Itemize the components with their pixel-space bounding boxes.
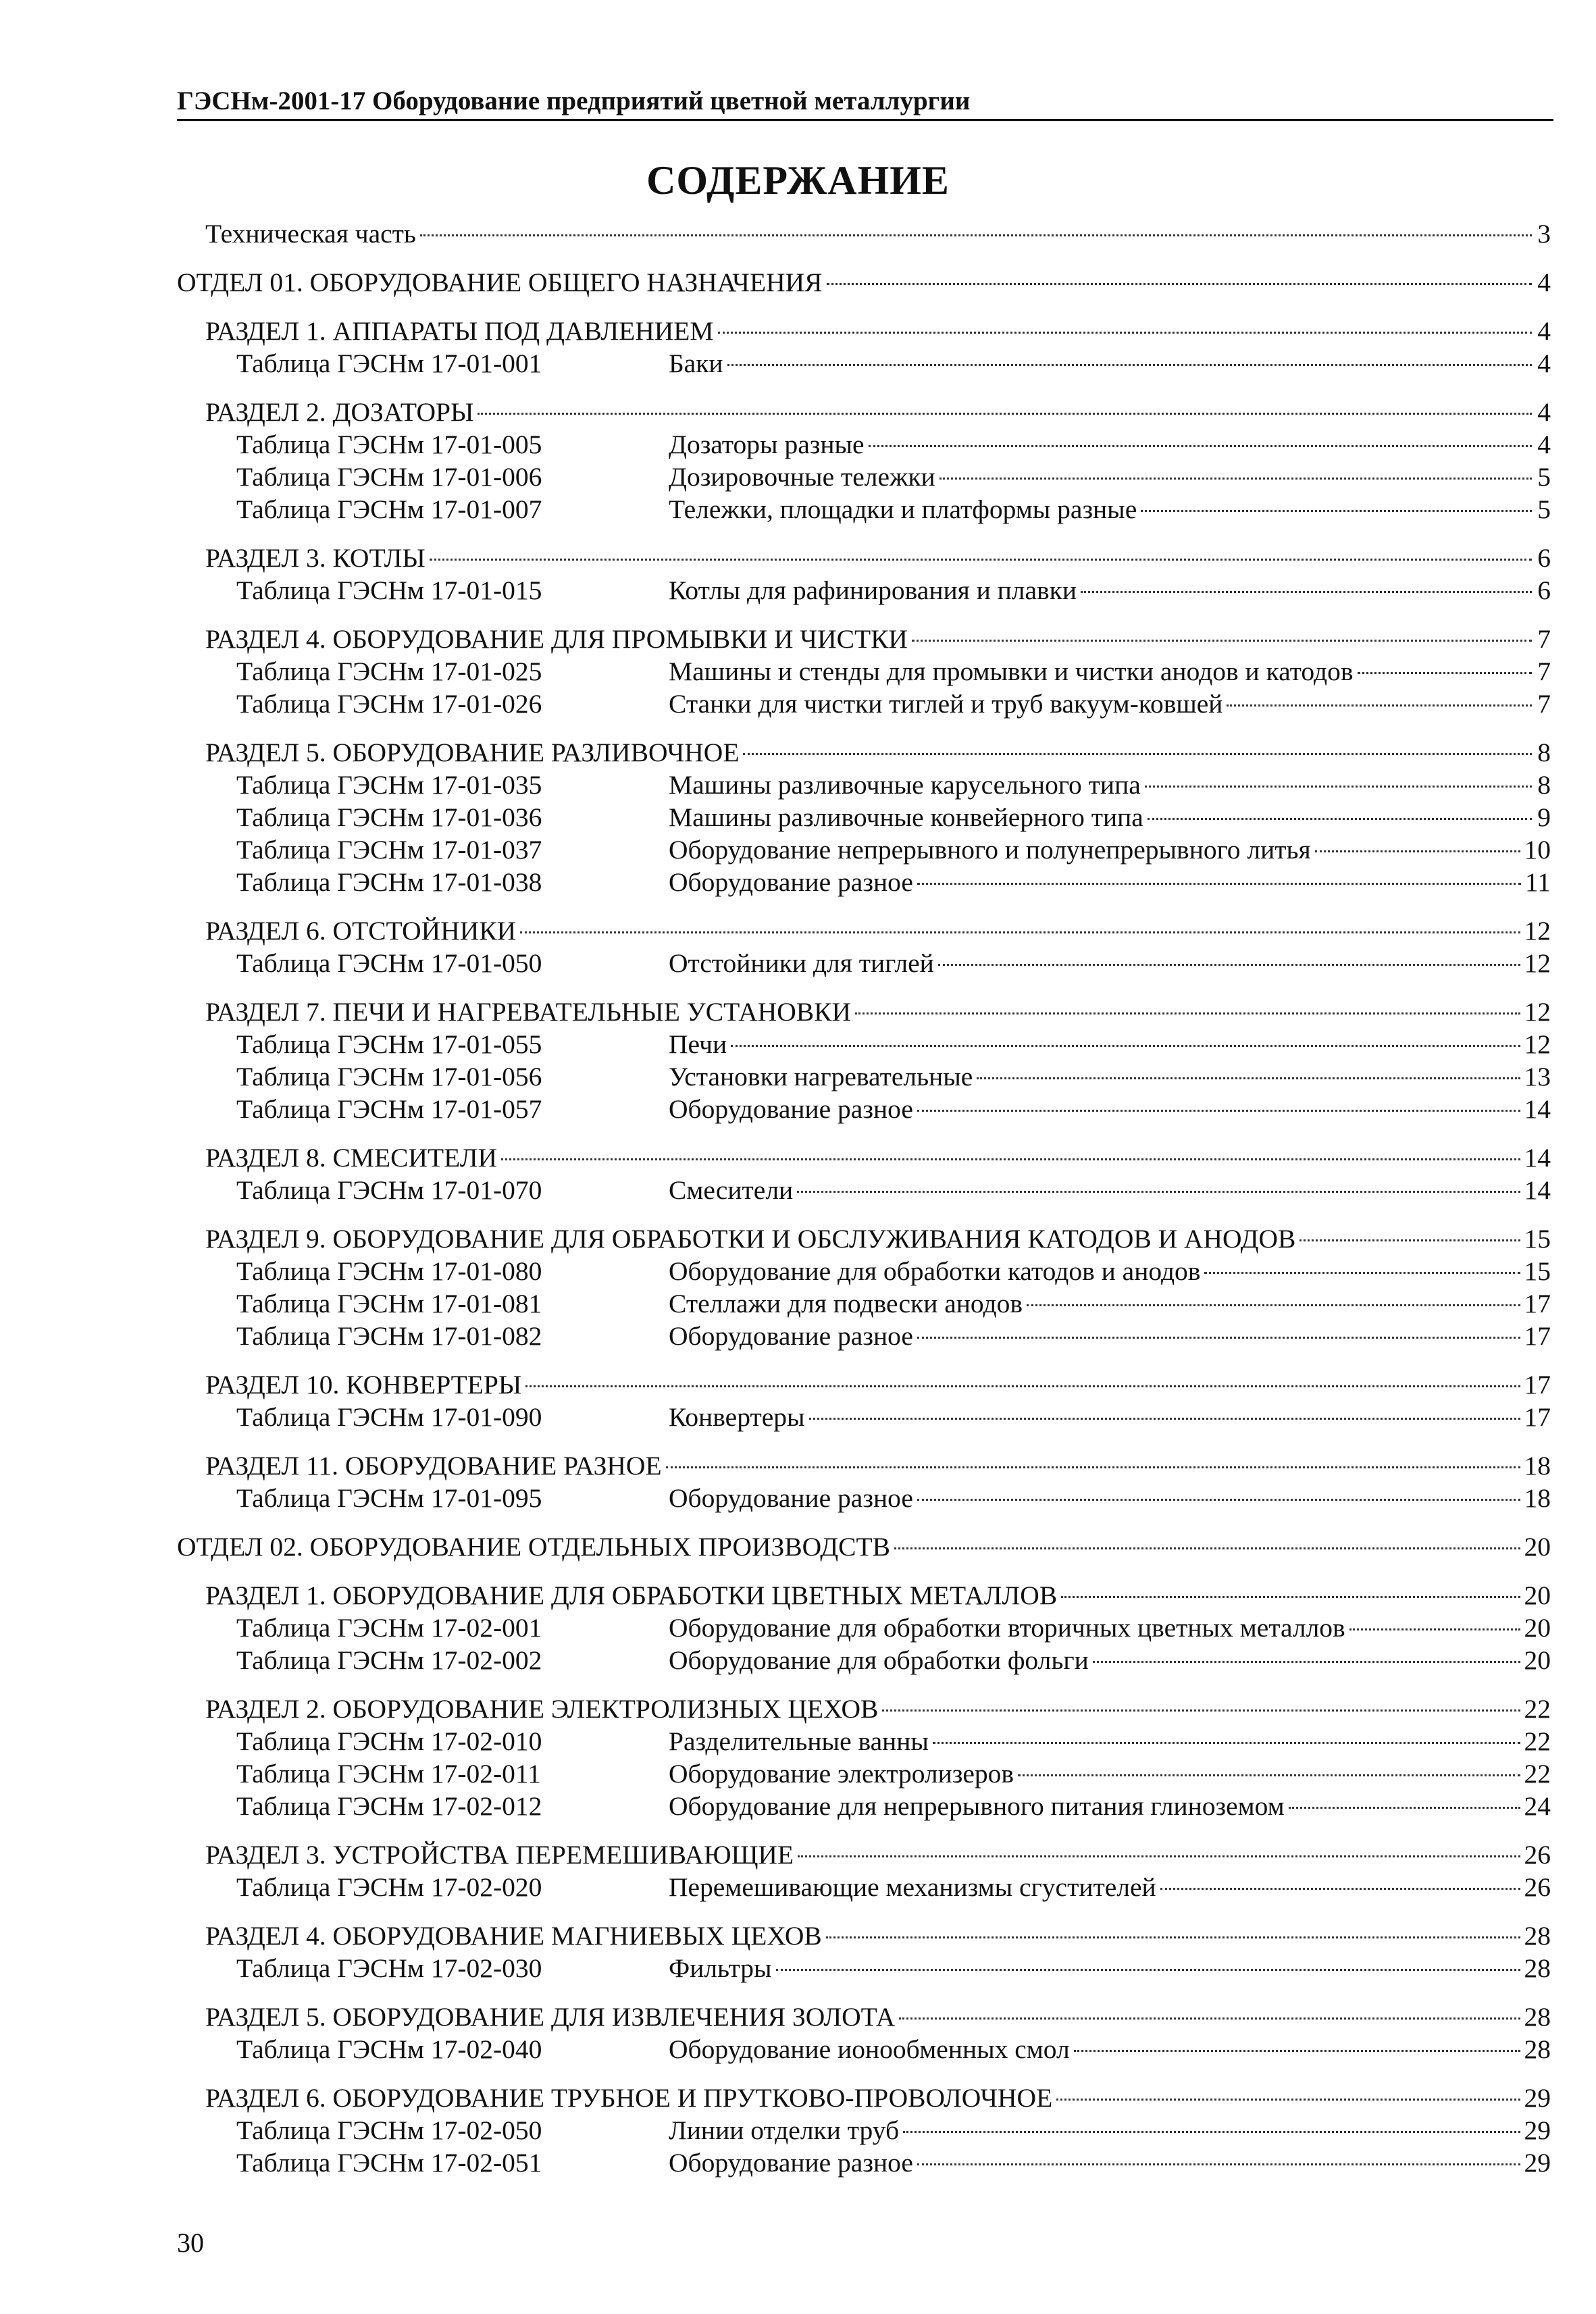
toc-page-number: 7 — [1537, 689, 1551, 719]
toc-entry-label: Оборудование разное — [669, 1483, 913, 1513]
toc-table-code: Таблица ГЭСНм 17-01-070 — [236, 1175, 542, 1205]
toc-spacer — [177, 607, 1551, 623]
toc-entry-label: Разделительные ванны — [669, 1726, 929, 1756]
toc-page-number: 12 — [1524, 948, 1551, 978]
toc-department[interactable] — [177, 266, 1551, 299]
toc-entry-label: Смесители — [669, 1175, 794, 1205]
toc-entry-label: Станки для чистки тиглей и труб вакуум-ковшей — [669, 689, 1223, 719]
dot-leader — [826, 1936, 1520, 1938]
dot-leader — [917, 883, 1521, 885]
toc-spacer — [177, 1903, 1551, 1920]
toc-page-number: 6 — [1537, 575, 1551, 605]
toc-page-number: 15 — [1524, 1256, 1551, 1286]
dot-leader — [727, 364, 1532, 366]
toc-technical-part[interactable] — [177, 217, 1551, 250]
toc-section[interactable] — [177, 542, 1551, 574]
toc-page-number: 29 — [1524, 2148, 1551, 2178]
toc-table-entry[interactable] — [177, 1952, 1551, 1984]
toc-table-code: Таблица ГЭСНм 17-02-010 — [236, 1726, 542, 1756]
toc-entry-label: Техническая часть — [205, 219, 416, 249]
dot-leader — [420, 234, 1532, 236]
dot-leader — [1204, 1272, 1520, 1274]
toc-page-number: 26 — [1524, 1872, 1551, 1902]
dot-leader — [917, 1499, 1520, 1501]
dot-leader — [977, 1077, 1520, 1079]
toc-table-entry[interactable] — [177, 1060, 1551, 1093]
dot-leader — [903, 2131, 1520, 2133]
toc-page-number: 4 — [1537, 349, 1551, 378]
toc-section[interactable] — [177, 1839, 1551, 1871]
toc-entry-label: РАЗДЕЛ 1. АППАРАТЫ ПОД ДАВЛЕНИЕМ — [205, 316, 714, 346]
toc-table-code: Таблица ГЭСНм 17-02-020 — [236, 1872, 542, 1902]
dot-leader — [797, 1191, 1520, 1193]
toc-table-entry[interactable] — [177, 655, 1551, 688]
dot-leader — [731, 1045, 1520, 1047]
dot-leader — [1056, 2099, 1520, 2101]
toc-table-entry[interactable] — [177, 1093, 1551, 1125]
toc-table-entry[interactable] — [177, 688, 1551, 720]
toc-table-code: Таблица ГЭСНм 17-01-035 — [236, 770, 542, 800]
toc-page-number: 20 — [1524, 1532, 1551, 1562]
toc-table-code: Таблица ГЭСНм 17-01-001 — [236, 349, 542, 378]
toc-table-code: Таблица ГЭСНм 17-02-051 — [236, 2148, 542, 2178]
toc-table-entry[interactable] — [177, 866, 1551, 898]
toc-entry-label: ОТДЕЛ 01. ОБОРУДОВАНИЕ ОБЩЕГО НАЗНАЧЕНИЯ — [177, 267, 823, 297]
toc-table-code: Таблица ГЭСНм 17-01-025 — [236, 657, 542, 686]
toc-page-number: 28 — [1524, 2034, 1551, 2064]
toc-page-number: 28 — [1524, 1953, 1551, 1983]
toc-spacer — [177, 525, 1551, 542]
toc-table-entry[interactable] — [177, 2146, 1551, 2179]
dot-leader — [1074, 2050, 1520, 2052]
toc-spacer — [177, 299, 1551, 315]
toc-table-entry[interactable] — [177, 1757, 1551, 1790]
dot-leader — [1349, 1628, 1520, 1630]
toc-page-number: 5 — [1537, 462, 1551, 492]
dot-leader — [917, 1110, 1520, 1112]
toc-table-code: Таблица ГЭСНм 17-02-001 — [236, 1613, 542, 1643]
dot-leader — [827, 283, 1532, 285]
toc-table-code: Таблица ГЭСНм 17-01-050 — [236, 948, 542, 978]
dot-leader — [938, 964, 1520, 966]
toc-entry-label: РАЗДЕЛ 6. ОТСТОЙНИКИ — [205, 916, 517, 946]
toc-department[interactable] — [177, 1531, 1551, 1563]
toc-page-number: 8 — [1537, 770, 1551, 800]
toc-table-code: Таблица ГЭСНм 17-01-015 — [236, 575, 542, 605]
toc-page-number: 11 — [1524, 867, 1551, 897]
dot-leader — [1081, 591, 1532, 593]
toc-spacer — [177, 979, 1551, 996]
dot-leader — [933, 1742, 1520, 1744]
toc-page-number: 14 — [1524, 1143, 1551, 1173]
toc-page-number: 22 — [1524, 1726, 1551, 1756]
toc-entry-label: Баки — [669, 349, 723, 378]
toc-entry-label: Оборудование для обработки вторичных цветных металлов — [669, 1613, 1345, 1643]
toc-page-number: 29 — [1524, 2115, 1551, 2145]
toc-entry-label: Дозаторы разные — [669, 430, 865, 459]
dot-leader — [1315, 850, 1520, 852]
toc-page-number: 9 — [1537, 802, 1551, 832]
toc-entry-label: РАЗДЕЛ 6. ОБОРУДОВАНИЕ ТРУБНОЕ И ПРУТКОВО-ПРОВОЛОЧНОЕ — [205, 2083, 1053, 2113]
dot-leader — [1141, 510, 1532, 512]
toc-entry-label: Установки нагревательные — [669, 1062, 973, 1091]
toc-spacer — [177, 1433, 1551, 1449]
toc-page-number: 17 — [1524, 1370, 1551, 1399]
toc-table-entry[interactable] — [177, 1028, 1551, 1060]
toc-table-entry[interactable] — [177, 1255, 1551, 1287]
toc-entry-label: Оборудование разное — [669, 867, 913, 897]
toc-table-entry[interactable] — [177, 1612, 1551, 1644]
toc-table-entry[interactable] — [177, 2114, 1551, 2146]
toc-entry-label: Оборудование разное — [669, 1094, 913, 1124]
dot-leader — [882, 1709, 1520, 1712]
toc-entry-label: Оборудование для непрерывного питания глиноземом — [669, 1791, 1285, 1821]
toc-entry-label: Оборудование для обработки катодов и анодов — [669, 1256, 1201, 1286]
toc-entry-label: Дозировочные тележки — [669, 462, 935, 492]
toc-entry-label: Машины разливочные карусельного типа — [669, 770, 1141, 800]
toc-section[interactable] — [177, 2082, 1551, 2114]
toc-table-code: Таблица ГЭСНм 17-02-002 — [236, 1645, 542, 1675]
toc-spacer — [177, 1125, 1551, 1141]
toc-table-code: Таблица ГЭСНм 17-01-056 — [236, 1062, 542, 1091]
toc-page-number: 4 — [1537, 430, 1551, 459]
toc-table-code: Таблица ГЭСНм 17-02-011 — [236, 1759, 541, 1789]
toc-entry-label: Оборудование для обработки фольги — [669, 1645, 1089, 1675]
toc-table-code: Таблица ГЭСНм 17-01-055 — [236, 1029, 542, 1059]
toc-entry-label: РАЗДЕЛ 2. ОБОРУДОВАНИЕ ЭЛЕКТРОЛИЗНЫХ ЦЕХОВ — [205, 1694, 879, 1724]
toc-section[interactable] — [177, 1141, 1551, 1174]
dot-leader — [798, 1855, 1520, 1857]
dot-leader — [1148, 818, 1532, 820]
toc-page-number: 4 — [1537, 316, 1551, 346]
dot-leader — [899, 2017, 1520, 2020]
dot-leader — [855, 1012, 1520, 1014]
dot-leader — [1027, 1304, 1520, 1306]
dot-leader — [1093, 1661, 1520, 1663]
dot-leader — [430, 559, 1532, 561]
toc-section[interactable] — [177, 1579, 1551, 1612]
toc-section[interactable] — [177, 1693, 1551, 1725]
toc-table-entry[interactable] — [177, 2033, 1551, 2065]
toc-page-number: 12 — [1524, 997, 1551, 1027]
toc-table-entry[interactable] — [177, 1401, 1551, 1433]
dot-leader — [1018, 1774, 1520, 1776]
toc-entry-label: РАЗДЕЛ 4. ОБОРУДОВАНИЕ МАГНИЕВЫХ ЦЕХОВ — [205, 1921, 822, 1951]
toc-table-code: Таблица ГЭСНм 17-01-095 — [236, 1483, 542, 1513]
toc-table-code: Таблица ГЭСНм 17-01-090 — [236, 1402, 542, 1432]
toc-spacer — [177, 1352, 1551, 1368]
toc-table-entry[interactable] — [177, 1174, 1551, 1206]
toc-entry-label: Машины разливочные конвейерного типа — [669, 802, 1143, 832]
toc-table-entry[interactable] — [177, 1725, 1551, 1757]
toc-entry-label: Тележки, площадки и платформы разные — [669, 494, 1137, 524]
toc-page-number: 15 — [1524, 1224, 1551, 1254]
toc-entry-label: Оборудование электролизеров — [669, 1759, 1014, 1789]
toc-section[interactable] — [177, 2001, 1551, 2033]
dot-leader — [525, 1385, 1520, 1387]
toc-page-number: 3 — [1537, 219, 1551, 249]
dot-leader — [520, 931, 1520, 933]
toc-entry-label: Конвертеры — [669, 1402, 805, 1432]
toc-spacer — [177, 1563, 1551, 1579]
dot-leader — [743, 753, 1532, 755]
toc-table-code: Таблица ГЭСНм 17-01-006 — [236, 462, 542, 492]
toc-page-number: 7 — [1537, 657, 1551, 686]
dot-leader — [894, 1547, 1520, 1549]
dot-leader — [718, 332, 1532, 334]
toc-page-number: 10 — [1524, 835, 1551, 865]
toc-page-number: 22 — [1524, 1694, 1551, 1724]
toc-table-entry[interactable] — [177, 1482, 1551, 1514]
toc-table-code: Таблица ГЭСНм 17-01-037 — [236, 835, 542, 865]
toc-page-number: 18 — [1524, 1483, 1551, 1513]
toc-spacer — [177, 720, 1551, 736]
toc-page-number: 20 — [1524, 1613, 1551, 1643]
toc-entry-label: Оборудование разное — [669, 1321, 913, 1351]
toc-spacer — [177, 1984, 1551, 2001]
toc-entry-label: Печи — [669, 1029, 727, 1059]
toc-page-number: 17 — [1524, 1289, 1551, 1318]
dot-leader — [1358, 672, 1532, 674]
dot-leader — [1299, 1239, 1520, 1241]
toc-entry-label: РАЗДЕЛ 5. ОБОРУДОВАНИЕ РАЗЛИВОЧНОЕ — [205, 738, 740, 767]
toc-section[interactable] — [177, 996, 1551, 1028]
dot-leader — [501, 1158, 1520, 1160]
toc-entry-label: РАЗДЕЛ 10. КОНВЕРТЕРЫ — [205, 1370, 522, 1399]
toc-page-number: 8 — [1537, 738, 1551, 767]
toc-spacer — [177, 1822, 1551, 1839]
toc-table-code: Таблица ГЭСНм 17-01-081 — [236, 1289, 542, 1318]
dot-leader — [776, 1969, 1520, 1971]
toc-entry-label: Перемешивающие механизмы сгустителей — [669, 1872, 1156, 1902]
dot-leader — [917, 2163, 1520, 2165]
toc-spacer — [177, 2065, 1551, 2082]
toc-section[interactable] — [177, 1920, 1551, 1952]
toc-entry-label: РАЗДЕЛ 3. КОТЛЫ — [205, 543, 426, 573]
dot-leader — [1061, 1596, 1520, 1598]
page-number: 30 — [177, 2228, 204, 2258]
dot-leader — [869, 445, 1532, 447]
toc-table-entry[interactable] — [177, 801, 1551, 833]
toc-table-entry[interactable] — [177, 347, 1551, 380]
toc-entry-label: РАЗДЕЛ 3. УСТРОЙСТВА ПЕРЕМЕШИВАЮЩИЕ — [205, 1840, 794, 1870]
toc-table-entry[interactable] — [177, 1790, 1551, 1822]
toc-section[interactable] — [177, 915, 1551, 947]
toc-page-number: 7 — [1537, 624, 1551, 654]
toc-table-code: Таблица ГЭСНм 17-02-030 — [236, 1953, 542, 1983]
toc-page-number: 18 — [1524, 1451, 1551, 1481]
toc-entry-label: РАЗДЕЛ 4. ОБОРУДОВАНИЕ ДЛЯ ПРОМЫВКИ И ЧИСТКИ — [205, 624, 908, 654]
toc-page-number: 26 — [1524, 1840, 1551, 1870]
toc-page-number: 22 — [1524, 1759, 1551, 1789]
toc-table-entry[interactable] — [177, 769, 1551, 801]
toc-table-code: Таблица ГЭСНм 17-01-005 — [236, 430, 542, 459]
dot-leader — [912, 640, 1532, 642]
toc-spacer — [177, 380, 1551, 396]
toc-page-number: 29 — [1524, 2083, 1551, 2113]
table-of-contents — [177, 217, 1551, 2179]
toc-page-number: 4 — [1537, 267, 1551, 297]
toc-page-number: 28 — [1524, 1921, 1551, 1951]
toc-table-entry[interactable] — [177, 1644, 1551, 1676]
toc-table-entry[interactable] — [177, 833, 1551, 866]
dot-leader — [478, 413, 1532, 415]
dot-leader — [1145, 786, 1532, 788]
toc-entry-label: РАЗДЕЛ 8. СМЕСИТЕЛИ — [205, 1143, 498, 1173]
toc-table-code: Таблица ГЭСНм 17-01-038 — [236, 867, 542, 897]
toc-table-entry[interactable] — [177, 574, 1551, 607]
toc-page-number: 14 — [1524, 1175, 1551, 1205]
toc-page-number: 17 — [1524, 1402, 1551, 1432]
toc-section[interactable] — [177, 736, 1551, 769]
toc-table-code: Таблица ГЭСНм 17-01-057 — [236, 1094, 542, 1124]
toc-table-entry[interactable] — [177, 493, 1551, 525]
toc-entry-label: РАЗДЕЛ 5. ОБОРУДОВАНИЕ ДЛЯ ИЗВЛЕЧЕНИЯ ЗОЛОТА — [205, 2002, 896, 2032]
dot-leader — [809, 1418, 1520, 1420]
dot-leader — [1289, 1807, 1520, 1809]
toc-page-number: 12 — [1524, 1029, 1551, 1059]
toc-page-number: 20 — [1524, 1580, 1551, 1610]
toc-page-number: 12 — [1524, 916, 1551, 946]
toc-table-code: Таблица ГЭСНм 17-01-007 — [236, 494, 542, 524]
toc-entry-label: Машины и стенды для промывки и чистки анодов и катодов — [669, 657, 1354, 686]
toc-entry-label: Стеллажи для подвески анодов — [669, 1289, 1023, 1318]
toc-page-number: 20 — [1524, 1645, 1551, 1675]
toc-page-number: 17 — [1524, 1321, 1551, 1351]
toc-section[interactable] — [177, 623, 1551, 655]
toc-section[interactable] — [177, 315, 1551, 347]
toc-table-entry[interactable] — [177, 1287, 1551, 1320]
toc-entry-label: РАЗДЕЛ 1. ОБОРУДОВАНИЕ ДЛЯ ОБРАБОТКИ ЦВЕТНЫХ МЕТАЛЛОВ — [205, 1580, 1058, 1610]
toc-table-entry[interactable] — [177, 428, 1551, 461]
dot-leader — [917, 1337, 1520, 1339]
toc-page-number: 5 — [1537, 494, 1551, 524]
toc-entry-label: РАЗДЕЛ 9. ОБОРУДОВАНИЕ ДЛЯ ОБРАБОТКИ И ОБСЛУЖИВАНИЯ КАТОДОВ И АНОДОВ — [205, 1224, 1296, 1254]
toc-entry-label: Оборудование ионообменных смол — [669, 2034, 1070, 2064]
toc-page-number: 28 — [1524, 2002, 1551, 2032]
toc-page-number: 13 — [1524, 1062, 1551, 1091]
toc-section[interactable] — [177, 1449, 1551, 1482]
dot-leader — [666, 1466, 1520, 1468]
toc-entry-label: РАЗДЕЛ 11. ОБОРУДОВАНИЕ РАЗНОЕ — [205, 1451, 662, 1481]
dot-leader — [939, 478, 1532, 480]
toc-table-entry[interactable] — [177, 1320, 1551, 1352]
running-header: ГЭСНм-2001-17 Оборудование предприятий цветной металлургии — [177, 86, 1553, 121]
toc-table-code: Таблица ГЭСНм 17-02-050 — [236, 2115, 542, 2145]
toc-entry-label: РАЗДЕЛ 2. ДОЗАТОРЫ — [205, 397, 474, 427]
toc-entry-label: РАЗДЕЛ 7. ПЕЧИ И НАГРЕВАТЕЛЬНЫЕ УСТАНОВКИ — [205, 997, 852, 1027]
toc-entry-label: Оборудование разное — [669, 2148, 913, 2178]
dot-leader — [1227, 704, 1532, 706]
toc-table-code: Таблица ГЭСНм 17-02-012 — [236, 1791, 542, 1821]
toc-table-entry[interactable] — [177, 1871, 1551, 1903]
page-title: СОДЕРЖАНИЕ — [646, 158, 950, 203]
toc-entry-label: Отстойники для тиглей — [669, 948, 934, 978]
toc-spacer — [177, 1676, 1551, 1693]
toc-spacer — [177, 898, 1551, 915]
toc-table-code: Таблица ГЭСНм 17-01-080 — [236, 1256, 542, 1286]
toc-table-code: Таблица ГЭСНм 17-02-040 — [236, 2034, 542, 2064]
toc-spacer — [177, 250, 1551, 266]
toc-table-code: Таблица ГЭСНм 17-01-026 — [236, 689, 542, 719]
toc-page-number: 24 — [1524, 1791, 1551, 1821]
toc-page-number: 14 — [1524, 1094, 1551, 1124]
toc-entry-label: ОТДЕЛ 02. ОБОРУДОВАНИЕ ОТДЕЛЬНЫХ ПРОИЗВОДСТВ — [177, 1532, 891, 1562]
toc-table-entry[interactable] — [177, 461, 1551, 493]
toc-section[interactable] — [177, 1368, 1551, 1401]
toc-entry-label: Котлы для рафинирования и плавки — [669, 575, 1077, 605]
toc-page-number: 6 — [1537, 543, 1551, 573]
toc-section[interactable] — [177, 1223, 1551, 1255]
toc-table-code: Таблица ГЭСНм 17-01-036 — [236, 802, 542, 832]
toc-entry-label: Оборудование непрерывного и полунепрерывного литья — [669, 835, 1311, 865]
toc-spacer — [177, 1514, 1551, 1531]
toc-spacer — [177, 1206, 1551, 1223]
toc-entry-label: Фильтры — [669, 1953, 772, 1983]
toc-section[interactable] — [177, 396, 1551, 428]
toc-entry-label: Линии отделки труб — [669, 2115, 900, 2145]
toc-table-code: Таблица ГЭСНм 17-01-082 — [236, 1321, 542, 1351]
toc-page-number: 4 — [1537, 397, 1551, 427]
dot-leader — [1160, 1888, 1520, 1890]
toc-table-entry[interactable] — [177, 947, 1551, 979]
